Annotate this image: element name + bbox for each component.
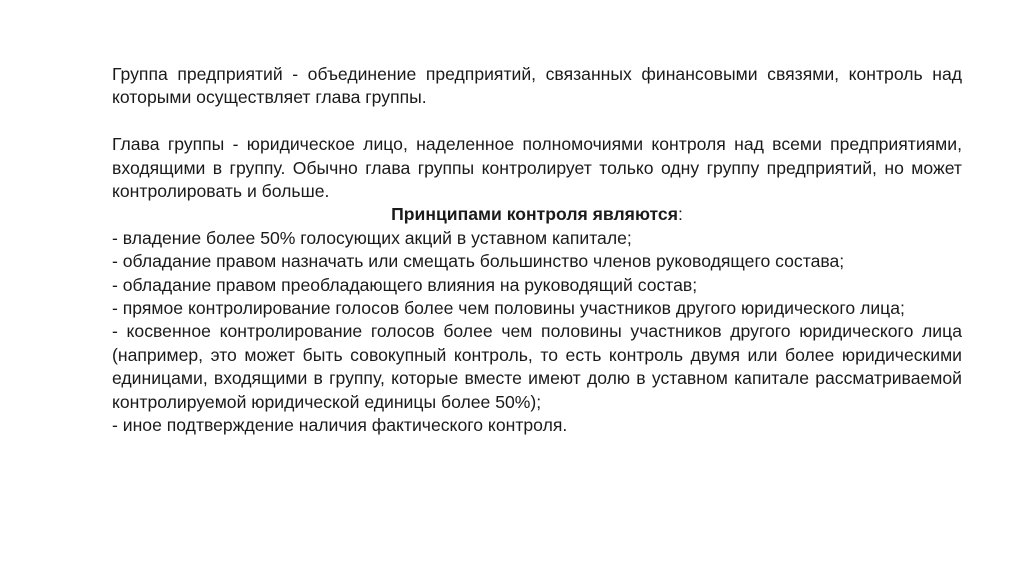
- principle-item: - обладание правом преобладающего влияния на руководящий состав;: [112, 274, 698, 295]
- principle-item: - иное подтверждение наличия фактического контроля.: [112, 415, 568, 436]
- principles-heading-colon: :: [677, 204, 683, 225]
- principles-heading: [112, 203, 962, 226]
- principle-item: - владение более 50% голосующих акций в уставном капитале;: [112, 227, 632, 248]
- principles-list: [112, 227, 962, 438]
- definition-group-paragraph: Группа предприятий - объединение предприятий, связанных финансовыми связями, контроль над которыми осуществляет глава группы.: [112, 64, 962, 108]
- paragraph-gap: [112, 110, 962, 133]
- principle-item: - обладание правом назначать или смещать большинство членов руководящего состава;: [112, 251, 845, 272]
- slide-content: [112, 63, 962, 437]
- principle-item: - прямое контролирование голосов более чем половины участников другого юридического лица;: [112, 298, 905, 319]
- definition-head-paragraph: Глава группы - юридическое лицо, наделенное полномочиями контроля над всеми предприятиями, входящими в группу. Обычно глава группы контролирует только одну группу предприятий, но может контролировать и больше.: [112, 134, 962, 202]
- principles-heading-text: Принципами контроля являются: [391, 204, 678, 225]
- principle-item: - косвенное контролирование голосов более чем половины участников другого юридического лица (например, это может быть совокупный контроль, то есть контроль двумя или более юридическими единицами, входящими в группу, которые вместе имеют долю в уставном капитале рассматриваемой контролируемой юридической единицы более 50%);: [112, 321, 962, 412]
